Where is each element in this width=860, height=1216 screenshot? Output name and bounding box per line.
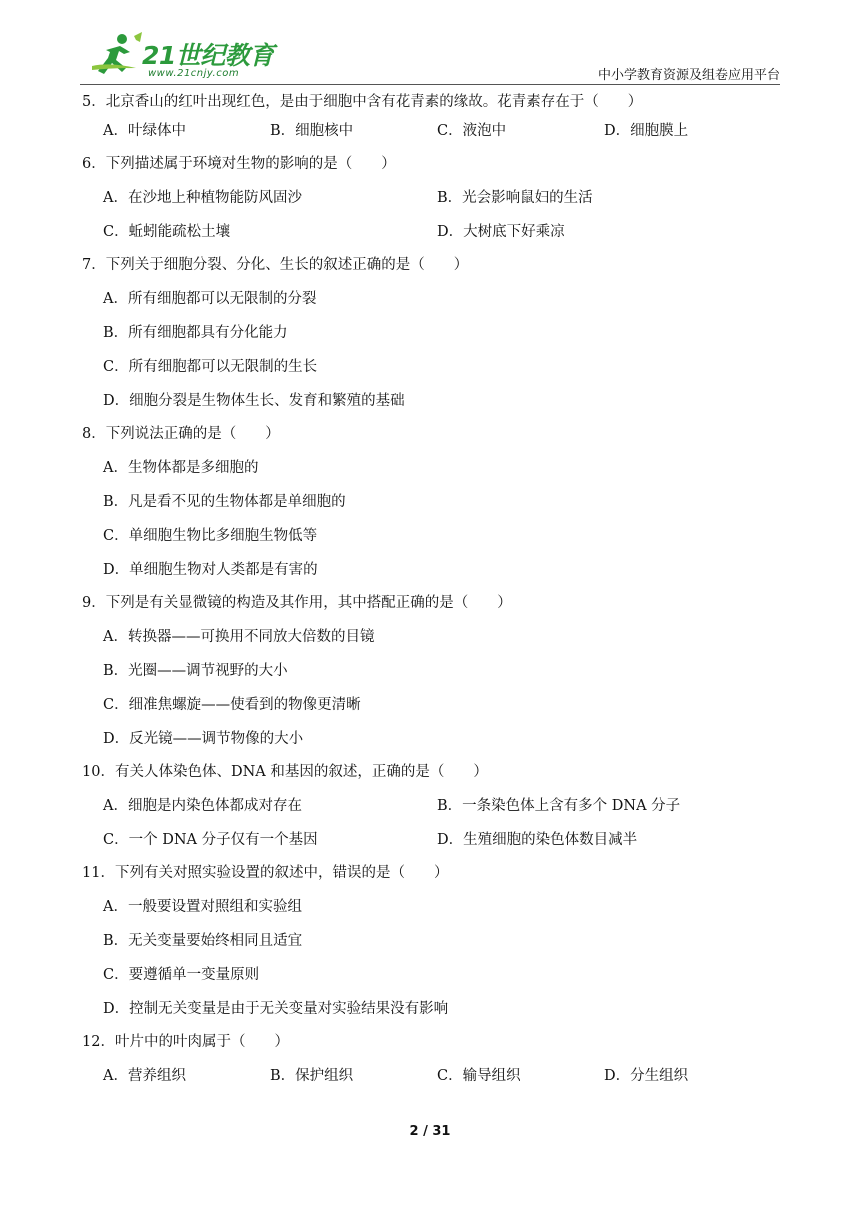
answer-option: A．转换器——可换用不同放大倍数的目镜 bbox=[103, 629, 375, 645]
answer-option: B．光会影响鼠妇的生活 bbox=[437, 190, 593, 206]
question-text: 8．下列说法正确的是（ ） bbox=[82, 426, 280, 442]
question-item bbox=[82, 148, 772, 249]
answer-option: D．分生组织 bbox=[604, 1068, 689, 1084]
answer-option: C．所有细胞都可以无限制的生长 bbox=[103, 359, 318, 375]
option-group bbox=[82, 181, 772, 249]
option-group bbox=[82, 1059, 772, 1093]
question-item bbox=[82, 249, 772, 418]
answer-option: D．控制无关变量是由于无关变量对实验结果没有影响 bbox=[103, 1001, 449, 1017]
runner-logo-icon bbox=[86, 30, 144, 78]
platform-title: 中小学教育资源及组卷应用平台 bbox=[597, 68, 780, 83]
answer-option: C．细准焦螺旋——使看到的物像更清晰 bbox=[103, 697, 361, 713]
question-item bbox=[82, 90, 772, 148]
answer-option: A．细胞是内染色体都成对存在 bbox=[103, 798, 302, 814]
page-number: 2 / 31 bbox=[409, 1124, 451, 1139]
answer-option: C．要遵循单一变量原则 bbox=[103, 967, 260, 983]
logo-url: www.21cnjy.com bbox=[148, 68, 240, 79]
logo bbox=[86, 30, 336, 80]
answer-option: B．一条染色体上含有多个 DNA 分子 bbox=[437, 798, 681, 814]
answer-option: D．细胞膜上 bbox=[604, 123, 689, 139]
logo-brand: 21世纪教育 bbox=[142, 41, 274, 70]
answer-option: A．营养组织 bbox=[103, 1068, 186, 1084]
option-group bbox=[82, 114, 772, 148]
answer-option: A．叶绿体中 bbox=[103, 123, 186, 139]
answer-option: C．一个 DNA 分子仅有一个基因 bbox=[103, 832, 318, 848]
question-item bbox=[82, 587, 772, 756]
option-group bbox=[82, 620, 772, 756]
answer-option: D．细胞分裂是生物体生长、发育和繁殖的基础 bbox=[103, 393, 405, 409]
answer-option: B．无关变量要始终相同且适宜 bbox=[103, 933, 303, 949]
answer-option: B．凡是看不见的生物体都是单细胞的 bbox=[103, 494, 346, 510]
answer-option: B．光圈——调节视野的大小 bbox=[103, 663, 288, 679]
answer-option: D．反光镜——调节物像的大小 bbox=[103, 731, 304, 747]
answer-option: A．所有细胞都可以无限制的分裂 bbox=[103, 291, 317, 307]
answer-option: B．保护组织 bbox=[270, 1068, 354, 1084]
question-list bbox=[82, 90, 772, 1093]
answer-option: C．液泡中 bbox=[437, 123, 507, 139]
header-divider bbox=[80, 84, 780, 85]
option-group bbox=[82, 789, 772, 857]
answer-option: C．蚯蚓能疏松土壤 bbox=[103, 224, 231, 240]
question-item bbox=[82, 1026, 772, 1093]
answer-option: D．单细胞生物对人类都是有害的 bbox=[103, 562, 318, 578]
question-item bbox=[82, 418, 772, 587]
answer-option: A．在沙地上种植物能防风固沙 bbox=[103, 190, 302, 206]
question-text: 5．北京香山的红叶出现红色，是由于细胞中含有花青素的缘故。花青素存在于（ ） bbox=[82, 94, 643, 110]
answer-option: C．输导组织 bbox=[437, 1068, 521, 1084]
question-item bbox=[82, 756, 772, 857]
option-group bbox=[82, 282, 772, 418]
page-header bbox=[80, 30, 780, 86]
answer-option: A．生物体都是多细胞的 bbox=[103, 460, 259, 476]
option-group bbox=[82, 451, 772, 587]
answer-option: C．单细胞生物比多细胞生物低等 bbox=[103, 528, 318, 544]
question-text: 9．下列是有关显微镜的构造及其作用，其中搭配正确的是（ ） bbox=[82, 595, 512, 611]
question-text: 10．有关人体染色体、DNA 和基因的叙述，正确的是（ ） bbox=[82, 764, 488, 780]
answer-option: B．细胞核中 bbox=[270, 123, 354, 139]
question-text: 12．叶片中的叶肉属于（ ） bbox=[82, 1034, 289, 1050]
question-item bbox=[82, 857, 772, 1026]
answer-option: A．一般要设置对照组和实验组 bbox=[103, 899, 302, 915]
question-text: 6．下列描述属于环境对生物的影响的是（ ） bbox=[82, 156, 396, 172]
question-text: 11．下列有关对照实验设置的叙述中，错误的是（ ） bbox=[82, 865, 449, 881]
answer-option: D．大树底下好乘凉 bbox=[437, 224, 565, 240]
option-group bbox=[82, 890, 772, 1026]
question-text: 7．下列关于细胞分裂、分化、生长的叙述正确的是（ ） bbox=[82, 257, 469, 273]
answer-option: B．所有细胞都具有分化能力 bbox=[103, 325, 288, 341]
answer-option: D．生殖细胞的染色体数目减半 bbox=[437, 832, 638, 848]
